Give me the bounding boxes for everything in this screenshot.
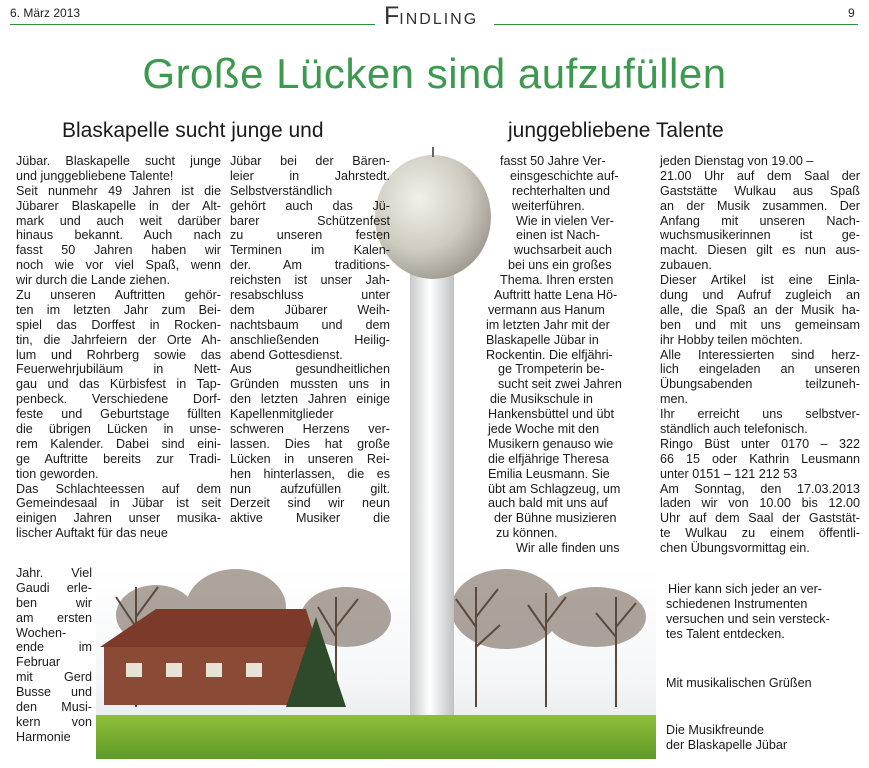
text-line: einen ist Nach- [516,228,600,243]
text-line: den Musi- [16,700,92,715]
text-line: und junggebliebene Talente! [16,168,174,183]
text-line: macht. Diesen gilt es nun aus- [660,243,860,258]
text-line: dung und Aufruf zugleich an [660,288,860,303]
text-line: men. [660,392,688,407]
article-column-1-narrow [16,566,92,745]
text-line: gau und das Kürbisfest in Tap- [16,377,221,392]
text-line: mit Gerd [16,670,92,685]
text-line: der Bühne musizieren [494,511,617,526]
text-line: spiel das Dorffest in Rocken- [16,317,221,332]
text-line: fasst 50 Jahren haben wir [16,243,221,258]
text-line: im letzten Jahr mit der [486,317,610,332]
text-line: leier in Jahrstedt. [230,168,390,183]
text-line: 21.00 Uhr auf dem Saal der [660,168,860,183]
text-line: die übrigen Lücken in unse- [16,422,221,437]
text-line: Am Sonntag, den 17.03.2013 [660,481,860,496]
text-line: alle, die Spaß an der Musik ha- [660,302,860,317]
text-line: sucht seit zwei Jahren [498,377,622,392]
text-line: versuchen und sein versteck- [666,611,830,626]
article-column-1 [16,154,221,541]
text-line: nun aufzufüllen gilt. [230,481,390,496]
text-line: zu unseren festen [230,228,390,243]
publication-brand [384,2,478,31]
text-line: unter 0151 – 121 212 53 [660,466,798,481]
text-line: Selbstverständlich [230,183,333,198]
text-line: wuchsarbeit auch [514,243,613,258]
text-line: zubauen. [660,258,712,273]
text-line: anschließenden Heilig- [230,332,390,347]
signature-line: der Blaskapelle Jübar [666,737,788,752]
text-line: die Musikschule in [490,392,593,407]
text-line: am ersten [16,610,92,625]
text-line: Hier kann sich jeder an ver- [668,582,822,596]
text-line: Uhr auf dem Saal der Gaststät- [660,511,860,526]
text-line: abend Gottesdienst. [230,347,343,362]
header-rule-left [10,24,375,25]
text-line: lum und Rohrberg sowie das [16,347,221,362]
text-line: schiedenen Instrumenten [666,596,808,611]
text-line: lischer Auftakt für das neue [16,526,168,541]
text-line: ihr Hobby teilen möchten. [660,332,803,347]
text-line: übt am Schlagzeug, um [488,481,621,496]
text-line: gehört auch das Jü- [230,198,390,213]
text-line: tes Talent entdecken. [666,626,785,641]
text-line: lassen. Dies hat große [230,436,390,451]
text-line: kern von [16,714,92,729]
text-line: dem Jübarer Weih- [230,302,390,317]
text-line: wir durch die Lande ziehen. [16,273,171,288]
text-line: einigen Jahren unser musika- [16,511,221,526]
text-line: Seit nunmehr 49 Jahren ist die [16,183,221,198]
text-line: Lücken in unseren Rei- [230,451,390,466]
text-line: Derzeit sind wir neun [230,496,390,511]
text-line: resabschluss unter [230,288,390,303]
article-column-2 [230,154,390,526]
text-line: ge Auftritte bereits zur Tradi- [16,451,221,466]
text-line: chen Übungsvormittag ein. [660,541,810,556]
text-line: laden wir von 10.00 bis 12.00 [660,496,860,511]
text-line: auch bald mit uns auf [488,496,608,511]
brand-initial: F [384,2,400,30]
text-line: 66 15 oder Kathrin Leusmann [660,451,860,466]
issue-date: 6. März 2013 [10,6,81,20]
text-line: Harmonie [16,729,71,744]
text-line: bei uns ein großes [508,258,612,273]
text-line: Wochen- [16,625,67,640]
article-column-3 [486,154,642,556]
text-line: Jübar bei der Bären- [230,154,390,168]
article-subtitle-left: Blaskapelle sucht junge und [62,119,324,142]
text-line: Busse und [16,685,92,700]
text-line: ben wir [16,595,92,610]
text-line: ge Trompeterin be- [498,362,605,377]
text-line: Jübarer Blaskapelle in der Alt- [16,198,221,213]
text-line: Übungsabenden teilzuneh- [660,377,860,392]
text-line: Gaststätte Wulkau aus Spaß [660,183,860,198]
text-line: tin, die Jahrfeiern der Orte Ah- [16,332,221,347]
text-line: Emilia Leusmann. Sie [488,466,610,481]
text-line: Feuerwehrjubiläum in Nett- [16,362,221,377]
text-line: lich eingeladen an unseren [660,362,860,377]
text-line: reichsten ist unser Jah- [230,273,390,288]
text-line: Alle Interessierten sind herz- [660,347,860,362]
text-line: der. Am traditions- [230,258,390,273]
text-line: weiterführen. [512,198,585,213]
text-line: vermann aus Hanum [488,302,605,317]
text-line: feste und Geburtstage füllten [16,407,221,422]
text-line: rechterhalten und [512,183,611,198]
text-line: einsgeschichte auf- [510,168,619,183]
text-line: te Wulkau zu einem öffentli- [660,526,860,541]
text-line: Zu unseren Auftritten gehör- [16,288,221,303]
text-line: rem Kalender. Dabei sind eini- [16,436,221,451]
text-line: ben und mit uns gemeinsam [660,317,860,332]
text-line: hinaus bekannt. Auch nach [16,228,221,243]
text-line: zu können. [496,526,558,541]
text-line: ten im letzten Jahr zum Bei- [16,302,221,317]
brand-name: INDLING [399,11,479,28]
text-line: Wie in vielen Ver- [516,213,614,228]
text-line: Ringo Büst unter 0170 – 322 [660,436,860,451]
text-line: Rockentin. Die elfjähri- [486,347,613,362]
text-line: Thema. Ihren ersten [500,273,614,288]
text-line: jede Woche mit den [488,422,600,437]
text-line: hen hinterlassen, die es [230,466,390,481]
text-line: Gemeindesaal in Jübar ist seit [16,496,221,511]
text-line: mark und auch weit darüber [16,213,221,228]
text-line: jeden Dienstag von 19.00 – [660,154,814,168]
text-line: an der Musik zusammen. Der [660,198,860,213]
text-line: penbeck. Verschiedene Dorf- [16,392,221,407]
page-number: 9 [848,6,855,20]
text-line: Musikern genauso wie [488,436,614,451]
text-line: nachtsbaum und dem [230,317,390,332]
text-line: Gaudi erle- [16,580,92,595]
text-line: Dieser Artikel ist eine Einla- [660,273,860,288]
article-column-4 [660,154,860,556]
text-line: Gründen mussten uns in [230,377,390,392]
signature-line: Die Musikfreunde [666,723,764,737]
text-line: Terminen im Kalen- [230,243,390,258]
article-subtitle-right: junggebliebene Talente [508,119,724,142]
text-line: Das Schlachteessen auf dem [16,481,221,496]
text-line: Ihr erreicht uns selbstver- [660,407,860,422]
text-line: Kapellenmitglieder [230,407,334,422]
article-headline: Große Lücken sind aufzufüllen [142,50,727,97]
text-line: Blaskapelle Jübar in [486,332,599,347]
text-line: Aus gesundheitlichen [230,362,390,377]
text-line: aktive Musiker die [230,511,390,526]
text-line: Wir alle finden uns [516,541,620,556]
signature-block [666,723,787,753]
text-line: barer Schützenfest [230,213,390,228]
closing-greeting: Mit musikalischen Grüßen [666,676,812,690]
text-line: den letzten Jahren einige [230,392,390,407]
text-line: Auftritt hatte Lena Hö- [494,288,618,303]
text-line: ende im [16,640,92,655]
text-line: Hankensbüttel und übt [488,407,615,422]
article-column-4-lower [666,582,860,642]
text-line: wuchsmusikerinnen ist ge- [660,228,860,243]
header-rule-right [494,24,858,25]
text-line: Februar [16,655,61,670]
text-line: Anfang mit unseren Nach- [660,213,860,228]
text-line: Jübar. Blaskapelle sucht junge [16,154,221,168]
text-line: tion geworden. [16,466,99,481]
text-line: die elfjährige Theresa [488,451,609,466]
text-line: fasst 50 Jahre Ver- [500,154,606,168]
text-line: Jahr. Viel [16,566,92,580]
text-line: ständlich auch telefonisch. [660,422,808,437]
text-line: noch wie vor viel Spaß, wenn [16,258,221,273]
text-line: schweren Herzens ver- [230,422,390,437]
